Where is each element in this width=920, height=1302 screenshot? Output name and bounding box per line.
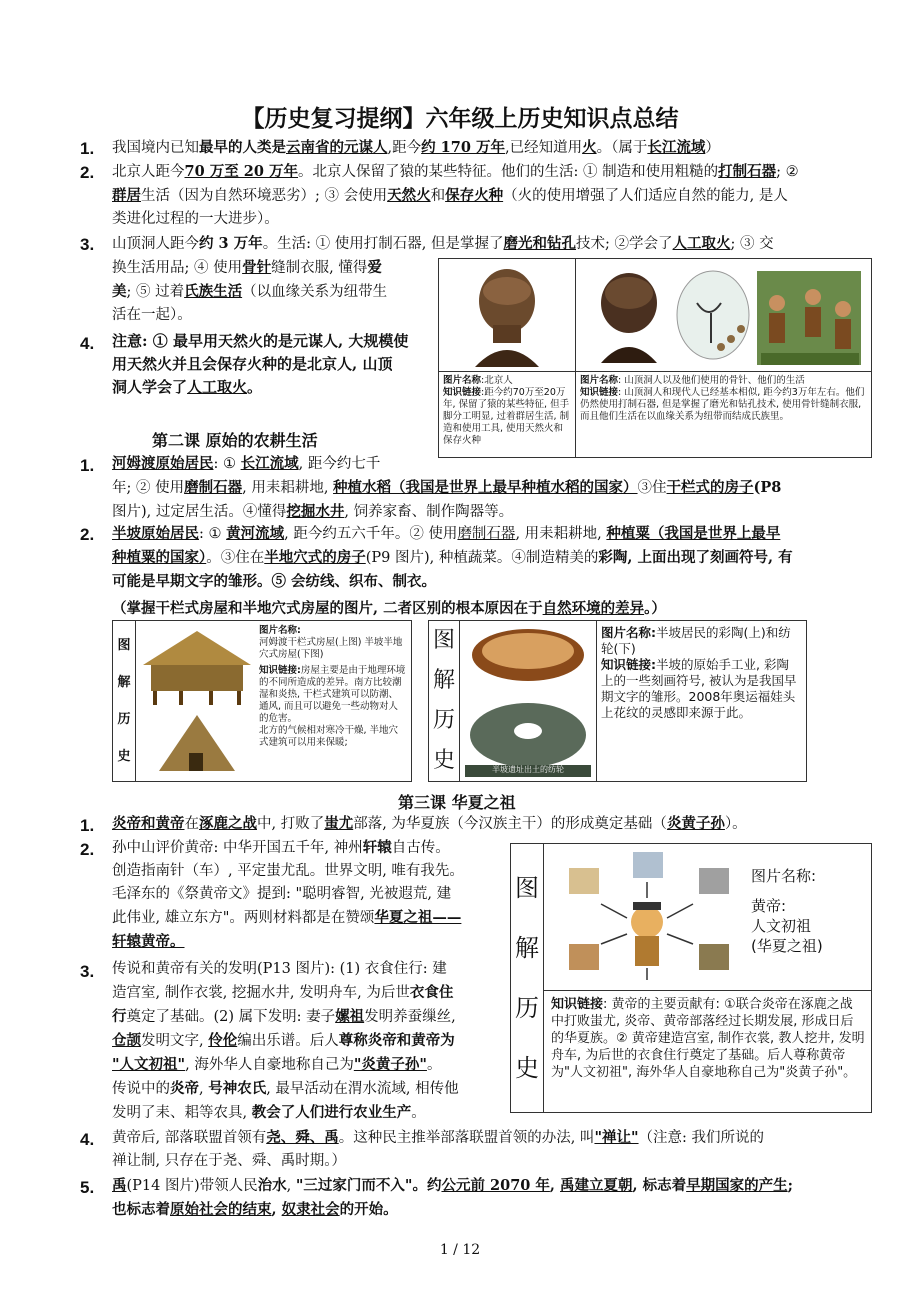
paragraph-3-1: 炎帝和黄帝在涿鹿之战中, 打败了蚩尤部落, 为华夏族（今汉族主干）的形成奠定基础（炎黄子孙）。 — [112, 815, 747, 832]
figure2-side-label: 图 解 历 史 — [117, 638, 131, 764]
paragraph-1-1: 我国境内已知最早的人类是云南省的元谋人,距今约 170 万年,已经知道用火。（属于长江流域） — [112, 139, 720, 156]
paragraph-3-3: 传说和黄帝有关的发明(P13 图片): (1) 衣食住行: 建 造宫室, 制作衣裳, 挖掘水井, 发明舟车, 为后世衣食住 行奠定了基础。(2) 属下发明: 妻子嫘祖发明养蚕缫丝, 仓颉发明文字, 伶伦编出乐谱。后人尊称炎帝和黄帝为 "人文初祖", 海外华人自豪地称自己为"炎黄子孙"。 传说中的炎帝, 号神农氏, 最早活动在渭水流域, 相传他 发明了耒、耜等农具, 教会了人们进行农业生产。 — [112, 961, 459, 1121]
paragraph-1-3: 山顶洞人距今约 3 万年。生活: ① 使用打制石器, 但是掌握了磨光和钻孔技术; ②学会了人工取火; ③ 交 换生活用品; ④ 使用骨针缝制衣服, 懂得爱 美; ⑤ 过着氏族生活（以血缘关系为纽带生 活在一起）。 — [112, 235, 774, 323]
huangdi-inventions-image — [549, 848, 745, 986]
item-number: 1. — [80, 816, 95, 835]
paragraph-2-2: 半坡原始居民: ① 黄河流域, 距今约五六千年。② 使用磨制石器, 用耒耜耕地, 种植粟（我国是世界上最早 种植粟的国家）。③住在半地穴式的房子(P9 图片), 种植蔬菜。④制造精美的彩陶, 上面出现了刻画符号, 有 可能是早期文字的雏形。⑤ 会纺线、织布、制衣。 — [112, 525, 793, 590]
pottery-spindle-image — [465, 625, 591, 777]
paragraph-1-4: 注意: ① 最早用天然火的是元谋人, 大规模使 用天然火并且会保存火种的是北京人, 山顶 洞人学会了人工取火。 — [112, 332, 409, 396]
lesson-2-note: （掌握干栏式房屋和半地穴式房屋的图片, 二者区别的根本原因在于自然环境的差异。） — [112, 600, 666, 617]
item-number: 4. — [80, 334, 95, 353]
upper-cave-man-images — [581, 263, 865, 367]
item-number: 2. — [80, 163, 95, 182]
pottery-photo-caption: 半坡遗址出土的纺轮 — [492, 765, 564, 774]
figure-pottery — [428, 620, 807, 782]
figure4-side-label: 图 解 历 史 — [515, 874, 539, 1082]
item-number: 3. — [80, 962, 95, 981]
figure-huangdi — [510, 843, 872, 1113]
paragraph-1-2: 北京人距今70 万至 20 万年。北京人保留了猿的某些特征。他们的生活: ① 制造和使用粗糙的打制石器; ② 群居生活（因为自然环境恶劣）; ③ 会使用天然火和保存火种（火的使用增强了人们适应自然的能力, 是人 类进化过程的一大进步）。 — [112, 163, 799, 227]
paragraph-3-4: 黄帝后, 部落联盟首领有尧、舜、禹。这种民主推举部落联盟首领的办法, 叫"禅让"（注意: 我们所说的 禅让制, 只存在于尧、舜、禹时期。） — [112, 1129, 765, 1169]
item-number: 5. — [80, 1178, 95, 1197]
figure4-name: 图片名称: 黄帝: 人文初祖 (华夏之祖) — [751, 867, 823, 955]
item-number: 1. — [80, 139, 95, 158]
figure1-left-caption: 图片名称:北京人 知识链接:距今约70万至20万年, 保留了猿的某些特征, 但手脚分工明显, 过着群居生活, 制造和使用工具, 使用天然火和保存火种 — [443, 375, 570, 446]
item-number: 1. — [80, 456, 95, 475]
item-number: 4. — [80, 1130, 95, 1149]
houses-image — [139, 625, 255, 777]
lesson-3-heading: 第三课 华夏之祖 — [398, 793, 516, 812]
figure3-side-label: 图 解 历 史 — [432, 628, 455, 773]
figure4-caption: 知识链接: 黄帝的主要贡献有: ①联合炎帝在涿鹿之战中打败蚩尤, 炎帝、黄帝部落经过长期发展, 形成日后的华夏族。② 黄帝建造宫室, 制作衣裳, 教人挖井, 发明舟车, 为后世的衣食住行奠定了基础。后人尊称黄帝为"人文初祖", 海外华人自豪地称自己为"炎黄子孙"。 — [551, 997, 865, 1080]
page-title: 【历史复习提纲】六年级上历史知识点总结 — [241, 106, 679, 132]
item-number: 3. — [80, 235, 95, 254]
figure2-caption: 图片名称: 河姆渡干栏式房屋(上图) 半坡半地穴式房屋(下图) 知识链接:房屋主要是由于地理环境的不同所造成的差异。南方比较潮湿和炎热, 干栏式建筑可以防潮、通风, 而且可以避免一些动物对人的危害。 北方的气候相对寒冷干燥, 半地穴式建筑可以用来保暖; — [259, 625, 406, 748]
figure-houses — [112, 620, 412, 782]
page-number: 1 / 12 — [439, 1242, 481, 1258]
item-number: 2. — [80, 840, 95, 859]
figure-peking-upper-cave — [438, 258, 872, 458]
paragraph-3-5: 禹(P14 图片)带领人民治水, "三过家门而不入"。约公元前 2070 年, 禹建立夏朝, 标志着早期国家的产生; 也标志着原始社会的结束, 奴隶社会的开始。 — [112, 1177, 793, 1218]
figure3-caption: 图片名称:半坡居民的彩陶(上)和纺轮(下) 知识链接:半坡的原始手工业, 彩陶上的一些刻画符号, 被认为是我国早期文字的雏形。2008年奥运福娃头上花纹的灵感即来源于此。 — [601, 625, 797, 720]
lesson-2-heading: 第二课 原始的农耕生活 — [152, 431, 318, 450]
paragraph-3-2: 孙中山评价黄帝: 中华开国五千年, 神州轩辕自古传。 创造指南针（车）, 平定蚩尤乱。世界文明, 唯有我先。 毛泽东的《祭黄帝文》提到: "聪明睿智, 光被遐荒, 建 此伟业, 雄立东方"。两则材料都是在赞颂华夏之祖—— 轩辕黄帝。 — [112, 839, 464, 950]
paragraph-2-1: 河姆渡原始居民: ① 长江流域, 距今约七千 年; ② 使用磨制石器, 用耒耜耕地, 种植水稻（我国是世界上最早种植水稻的国家）③住干栏式的房子(P8 图片), 过定居生活。④懂得挖掘水井, 饲养家畜、制作陶器等。 — [112, 455, 782, 520]
peking-man-bust-image — [445, 263, 569, 367]
item-number: 2. — [80, 525, 95, 544]
figure1-right-caption: 图片名称: 山顶洞人以及他们使用的骨针、他们的生活 知识链接: 山顶洞人和现代人已经基本相似, 距今约3万年左右。他们仍然使用打制石器, 但是掌握了磨光和钻孔技术, 使用骨针缝制衣服, 而且他们生活在以血缘关系为纽带而结成氏族里。 — [580, 375, 865, 422]
